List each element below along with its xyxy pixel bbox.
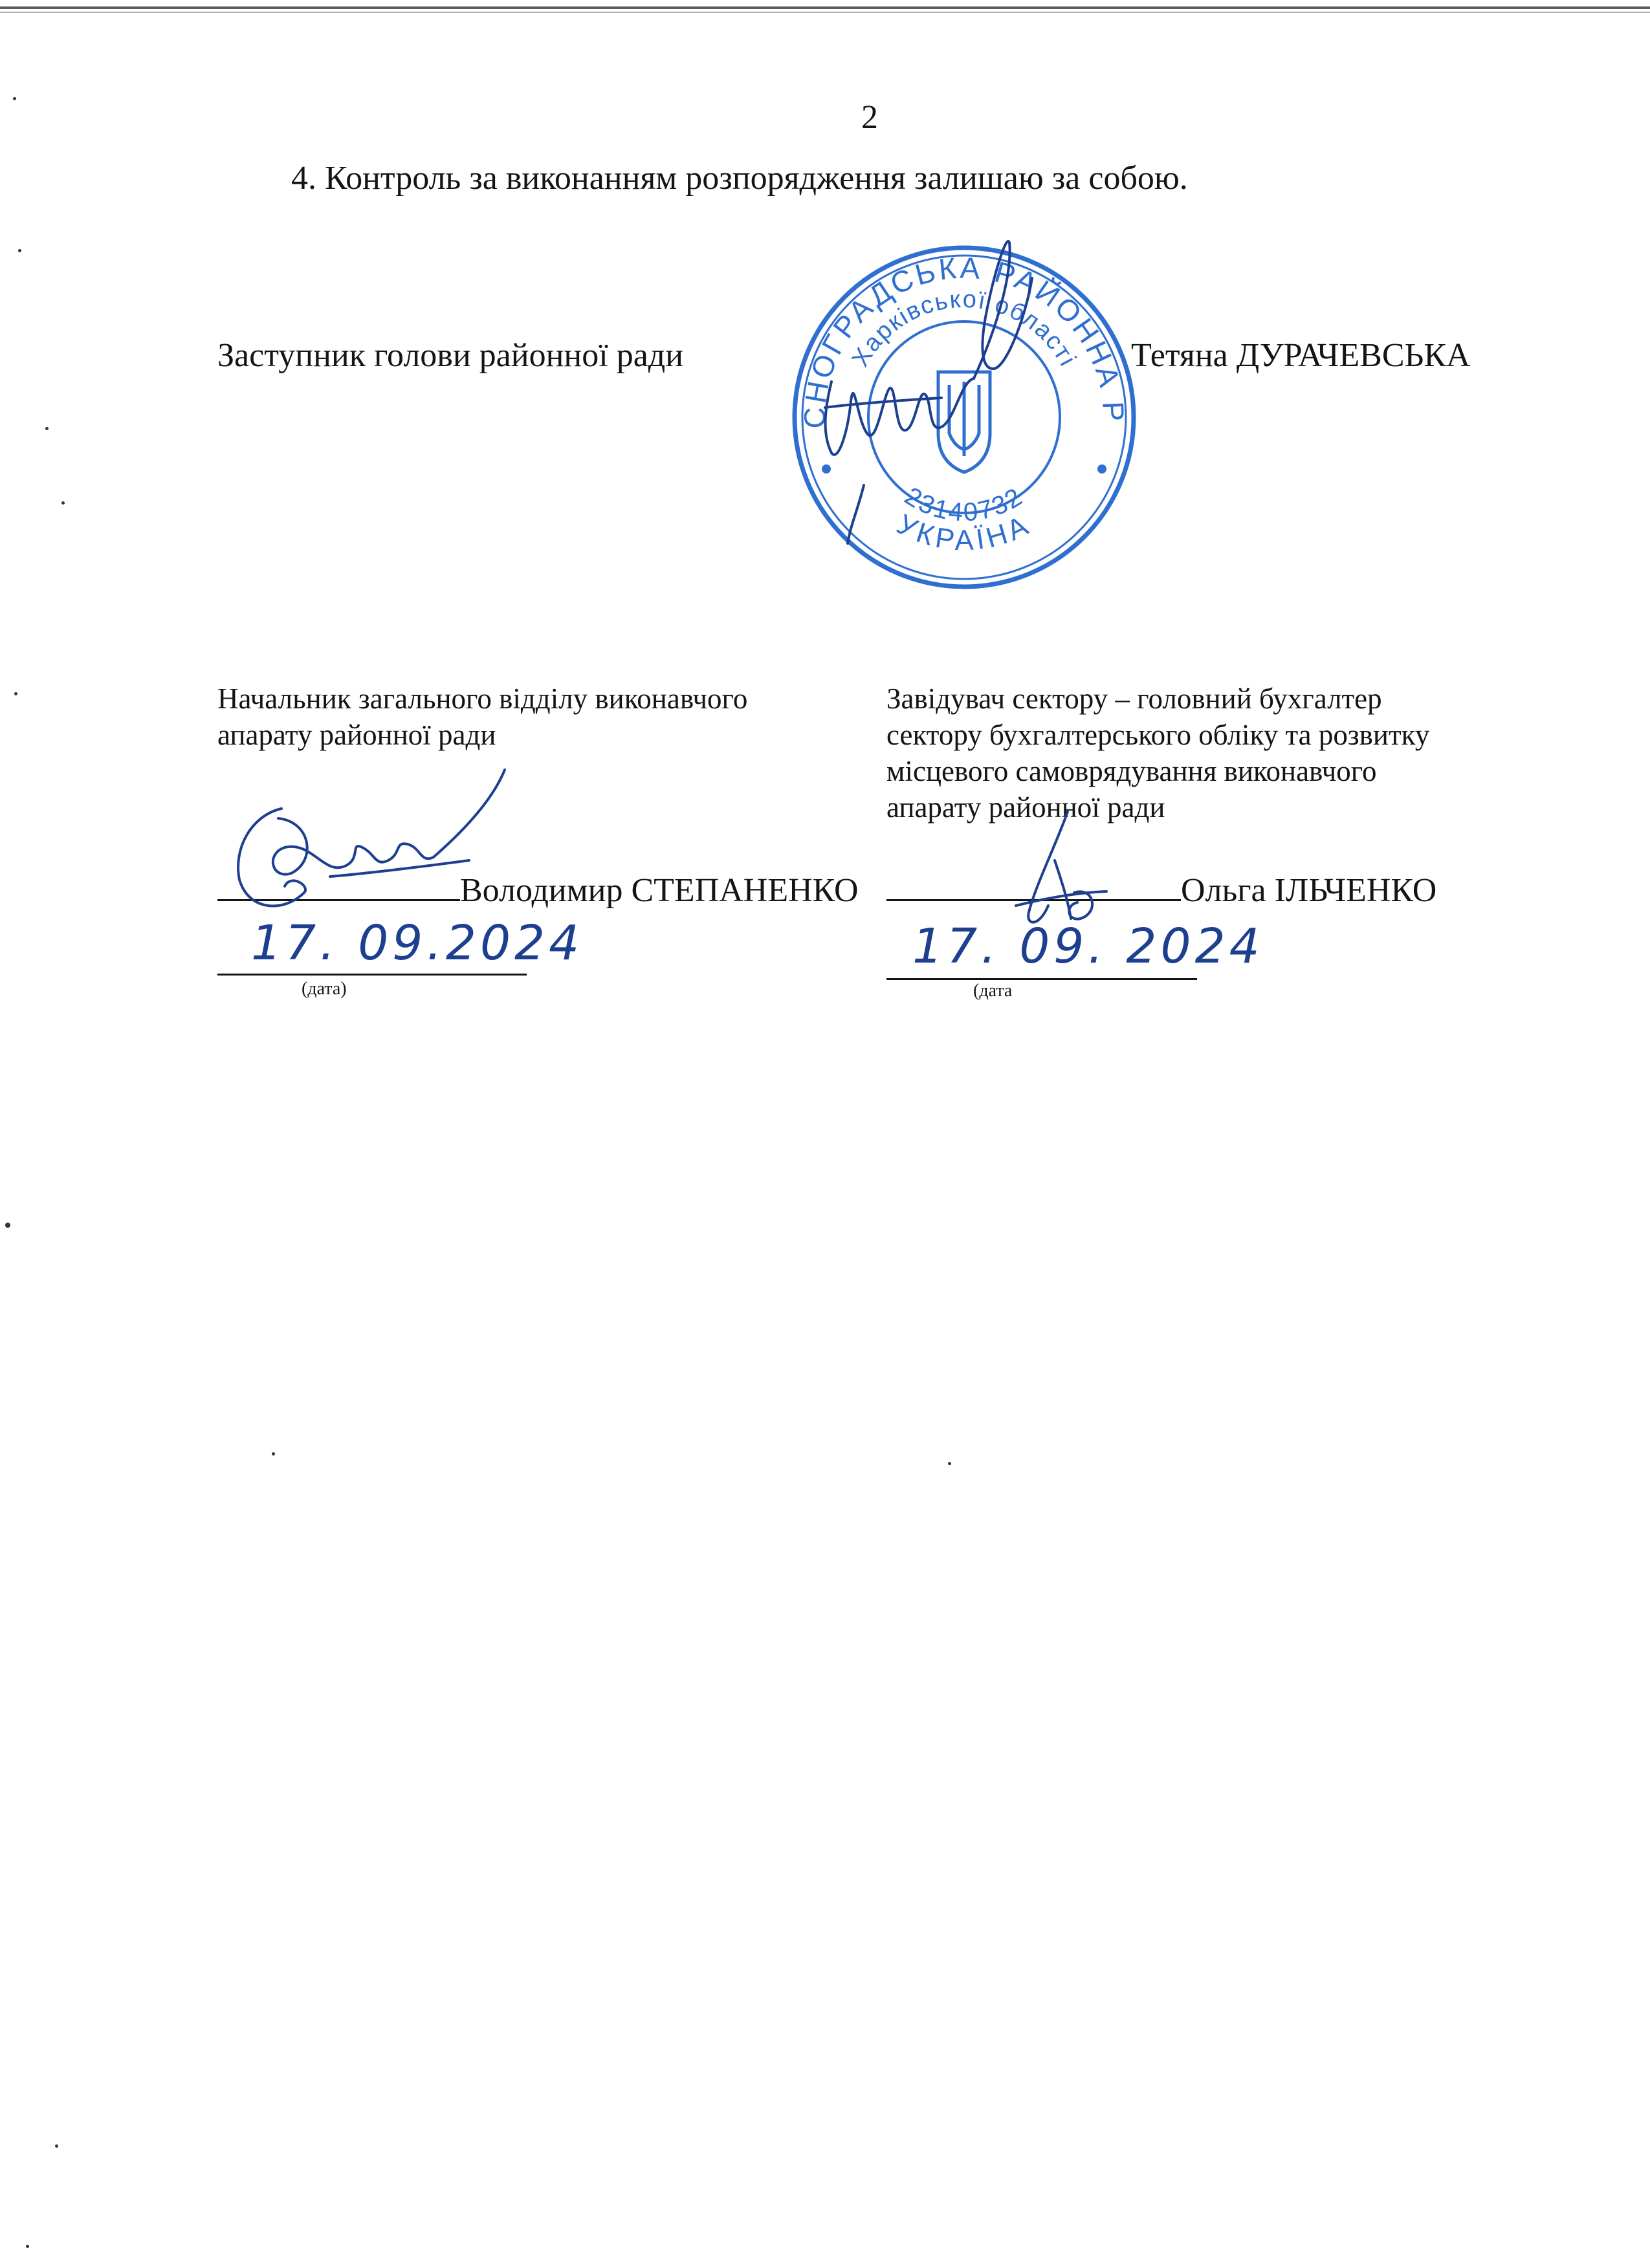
scan-speck <box>14 692 17 695</box>
scan-speck <box>55 2144 58 2148</box>
official-stamp <box>774 212 1142 595</box>
left-signature-ink <box>214 763 511 925</box>
clause-4 <box>291 159 1188 197</box>
scan-top-border-faint <box>0 12 1650 13</box>
scan-speck <box>61 501 65 505</box>
stamp-outer-text: КРАСНОГРАДСЬКА РАЙОННА РАДА <box>774 212 1131 429</box>
head-position: Заступник голови районної ради <box>217 337 684 374</box>
left-date-line <box>217 974 527 976</box>
right-position-line-1: Завідувач сектору – головний бухгалтер <box>886 682 1382 715</box>
left-position-line-1: Начальник загального відділу виконавчого <box>217 682 748 715</box>
page-number: 2 <box>861 99 878 136</box>
scan-top-border <box>0 6 1650 9</box>
stamp-inner-text: Харківської області <box>846 285 1082 372</box>
clause-number: 4. <box>291 160 316 197</box>
stamp-code: 23140732 <box>899 481 1029 527</box>
right-approver-name: Ольга ІЛЬЧЕНКО <box>1181 872 1437 909</box>
right-date-handwritten: 17. 09. 2024 <box>912 919 1264 974</box>
stamp-country: УКРАЇНА <box>892 508 1037 557</box>
scan-speck <box>13 97 16 100</box>
scan-speck <box>5 1223 10 1228</box>
left-date-caption: (дата) <box>302 979 347 999</box>
scan-speck <box>26 2245 29 2248</box>
left-position-line-2: апарату районної ради <box>217 719 496 751</box>
left-date-handwritten: 17. 09.2024 <box>251 915 584 971</box>
scan-speck <box>18 249 21 252</box>
right-position-line-3: місцевого самоврядування виконавчого <box>886 755 1377 787</box>
clause-text: Контроль за виконанням розпорядження залишаю за собою. <box>325 160 1188 197</box>
scan-speck <box>272 1452 275 1456</box>
right-approval-block <box>886 681 1429 825</box>
right-date-line <box>886 978 1197 980</box>
right-position-line-2: сектору бухгалтерського обліку та розвитку <box>886 719 1430 751</box>
scan-speck <box>45 427 49 430</box>
left-approval-block <box>217 681 747 753</box>
right-signature-line <box>886 867 1436 910</box>
head-name: Тетяна ДУРАЧЕВСЬКА <box>1131 337 1471 374</box>
right-position-line-4: апарату районної ради <box>886 791 1165 823</box>
left-approver-name: Володимир СТЕПАНЕНКО <box>460 872 859 909</box>
scan-speck <box>948 1462 951 1465</box>
right-date-caption: (дата <box>973 981 1013 1001</box>
